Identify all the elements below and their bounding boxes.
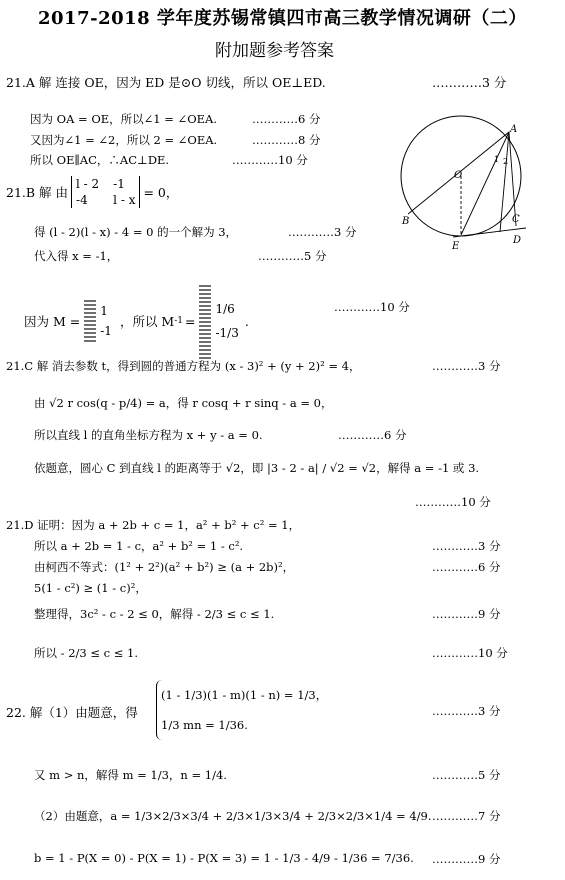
- q21a-line2: 因为 OA = OE，所以∠1 = ∠OEA.: [30, 112, 217, 126]
- matrix-m-left: [84, 300, 96, 342]
- m-bot: -1: [100, 324, 112, 338]
- q21d-line3: 由柯西不等式：(1² + 2²)(a² + b²) ≥ (a + 2b)²，: [34, 560, 295, 574]
- q21c-score4: …………10 分: [415, 495, 491, 509]
- q21b-score3: …………5 分: [258, 249, 327, 263]
- q21a-score4: …………10 分: [232, 153, 308, 167]
- q21d-line6: 所以 - 2/3 ≤ c ≤ 1.: [34, 646, 139, 660]
- label-2: 2: [503, 157, 509, 166]
- document-title: 2017-2018 学年度苏锡常镇四市高三教学情况调研（二）: [38, 8, 527, 29]
- q21b-line4a: 因为 M =: [24, 314, 81, 329]
- q22-score1: …………3 分: [432, 704, 501, 718]
- label-b: B: [402, 216, 410, 227]
- q22-sys2: 1/3 mn = 1/36.: [161, 718, 248, 732]
- q21c-line4: 依题意，圆心 C 到直线 l 的距离等于 √2，即 |3 - 2 - a| / √2 = √2，解得 a = -1 或 3.: [34, 461, 480, 475]
- q21d-score6: …………10 分: [432, 646, 508, 660]
- label-c: C: [512, 214, 520, 225]
- matrix-minv-left: [199, 283, 211, 359]
- q21c-line3: 所以直线 l 的直角坐标方程为 x + y - a = 0.: [34, 428, 263, 442]
- q21b-prefix: 21.B 解 由: [6, 185, 69, 200]
- mi-top: 1/6: [215, 302, 235, 316]
- q21c-line1: 21.C 解 消去参数 t，得到圆的普通方程为 (x - 3)² + (y + 2)² = 4，: [6, 359, 361, 373]
- label-1: 1: [494, 155, 500, 164]
- q21d-line5: 整理得，3c² - c - 2 ≤ 0，解得 - 2/3 ≤ c ≤ 1.: [34, 607, 275, 621]
- q22-system: [156, 680, 327, 740]
- q21c-score1: …………3 分: [432, 359, 501, 373]
- q21b-eq: = 0，: [143, 185, 179, 200]
- q21a-line3: 又因为∠1 = ∠2，所以 2 = ∠OEA.: [30, 133, 218, 147]
- label-o: O: [454, 170, 463, 181]
- q21b-line4c: =: [185, 313, 196, 329]
- q21b-line2: 得 (l - 2)(l - x) - 4 = 0 的一个解为 3，: [34, 225, 238, 239]
- q21b-score2: …………3 分: [288, 225, 357, 239]
- m-top: 1: [100, 304, 108, 318]
- q21d-score5: …………9 分: [432, 607, 501, 621]
- q21c-line2: 由 √2 r cos(q - p/4) = a，得 r cosq + r sinq - a = 0，: [34, 396, 333, 410]
- q21a-line4: 所以 OE∥AC，∴AC⊥DE.: [30, 153, 170, 167]
- label-d: D: [513, 235, 522, 246]
- q22-score3: …………7 分: [432, 809, 501, 823]
- label-a: A: [510, 124, 518, 135]
- q21d-score3: …………6 分: [432, 560, 501, 574]
- q21a-line1: 21.A 解 连接 OE，因为 ED 是⊙O 切线，所以 OE⊥ED.: [6, 75, 326, 90]
- q21b-line4: 因为 M = 1 -1 ，所以 M -1 = 1/6 -1/3 .: [24, 283, 249, 359]
- matrix-minv-col: [215, 297, 238, 345]
- document-subtitle: 附加题参考答案: [215, 41, 334, 61]
- det-d: l - x: [113, 193, 136, 207]
- q21d-line2: 所以 a + 2b = 1 - c，a² + b² = 1 - c².: [34, 539, 244, 553]
- inverse-sup: -1: [174, 316, 183, 326]
- q22-score2: …………5 分: [432, 768, 501, 782]
- q21b-score4: …………10 分: [334, 300, 410, 314]
- matrix-m-col: [100, 301, 112, 341]
- det-c: -4: [76, 193, 88, 207]
- q21a-score3: …………8 分: [252, 133, 321, 147]
- q22-line1: 22. 解（1）由题意，得: [6, 705, 138, 720]
- det-b: -1: [113, 177, 125, 191]
- q22-line3: （2）由题意，a = 1/3×2/3×3/4 + 2/3×1/3×3/4 + 2/3×2/3×1/4 = 4/9.: [34, 809, 432, 823]
- q22-line4: b = 1 - P(X = 0) - P(X = 1) - P(X = 3) = 1 - 1/3 - 4/9 - 1/36 = 7/36.: [34, 851, 414, 865]
- q22-score4: …………9 分: [432, 852, 501, 866]
- label-e: E: [452, 241, 460, 252]
- det-a: l - 2: [76, 177, 100, 191]
- q21d-line1: 21.D 证明：因为 a + 2b + c = 1，a² + b² + c² = 1，: [6, 518, 301, 532]
- q21a-score2: …………6 分: [252, 112, 321, 126]
- q22-line2: 又 m > n，解得 m = 1/3，n = 1/4.: [34, 768, 227, 782]
- q21b-line3: 代入得 x = -1，: [34, 249, 119, 263]
- mi-bot: -1/3: [215, 326, 239, 340]
- q21d-score2: …………3 分: [432, 539, 501, 553]
- q21d-line4: 5(1 - c²) ≥ (1 - c)²，: [34, 581, 147, 595]
- q21a-score1: …………3 分: [432, 75, 507, 90]
- q22-sys1: (1 - 1/3)(1 - m)(1 - n) = 1/3，: [161, 688, 328, 702]
- q21c-score3: …………6 分: [338, 428, 407, 442]
- geometry-figure: [398, 104, 528, 254]
- q21b-line1: [6, 176, 178, 208]
- q21b-determinant: [71, 176, 140, 208]
- q21b-line4b: ，所以 M: [119, 314, 175, 329]
